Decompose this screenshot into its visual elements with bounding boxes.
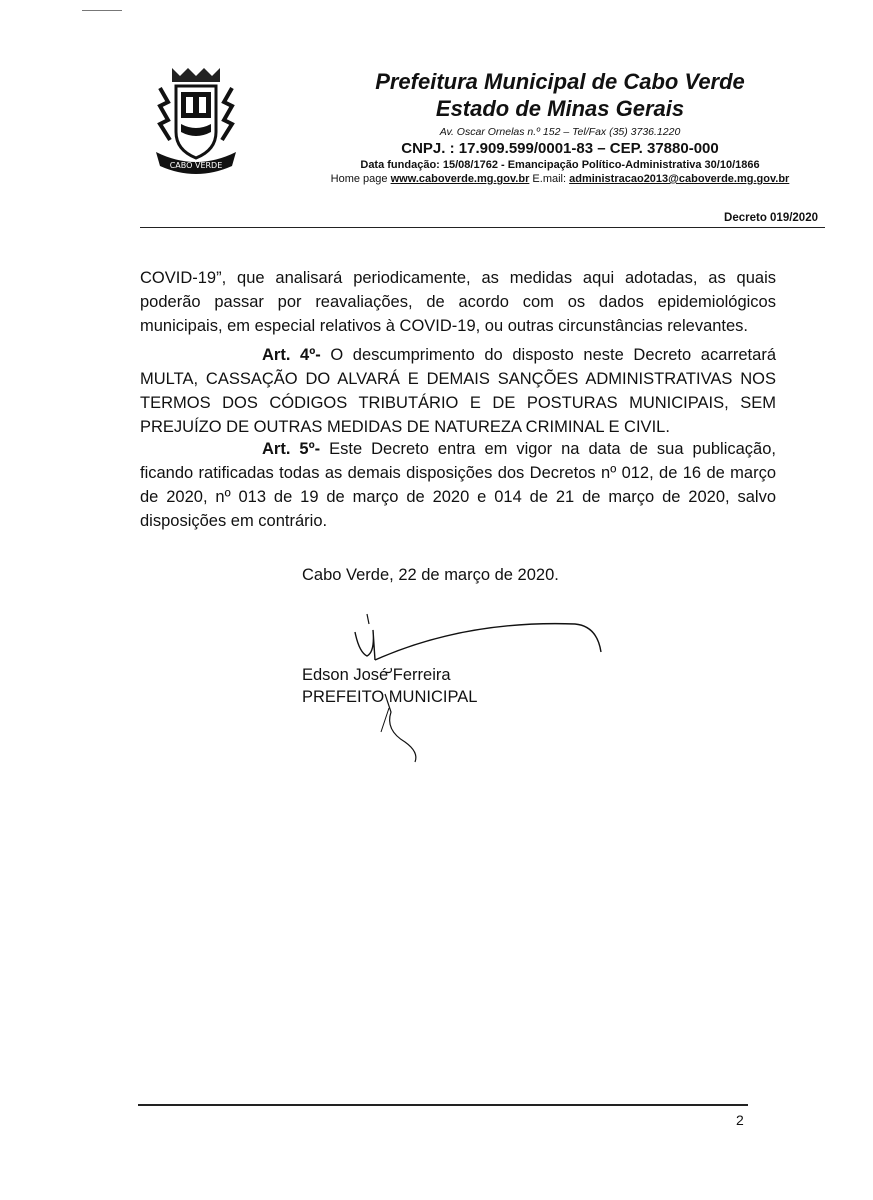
svg-text:CABO VERDE: CABO VERDE bbox=[169, 161, 223, 170]
signatory-block bbox=[302, 664, 477, 708]
letterhead-foundation: Data fundação: 15/08/1762 - Emancipação Político-Administrativa 30/10/1866 bbox=[360, 159, 760, 171]
place-date: Cabo Verde, 22 de março de 2020. bbox=[302, 566, 559, 584]
letterhead-cnpj: CNPJ. : 17.909.599/0001-83 – CEP. 37880-000 bbox=[401, 140, 719, 157]
article-5-label: Art. 5º- bbox=[262, 440, 321, 458]
scan-mark bbox=[82, 10, 122, 11]
letterhead-address: Av. Oscar Ornelas n.º 152 – Tel/Fax (35) 3736.1220 bbox=[439, 126, 681, 138]
email-link[interactable]: administracao2013@caboverde.mg.gov.br bbox=[569, 173, 790, 185]
signatory-name: Edson José Ferreira bbox=[302, 666, 451, 684]
article-5-text: Este Decreto entra em vigor na data de sua publicação, ficando ratificadas todas as demais disposições dos Decretos nº 012, de 16 de março de 2020, nº 013 de 19 de março de 2020 e 014 de 21 de março de 2020, salvo disposições em contrário. bbox=[140, 440, 776, 530]
page-number: 2 bbox=[736, 1112, 744, 1128]
decree-number: Decreto 019/2020 bbox=[724, 212, 818, 224]
article-4-label: Art. 4º- bbox=[262, 346, 321, 364]
signatory-role: PREFEITO MUNICIPAL bbox=[302, 688, 478, 706]
email-label: E.mail: bbox=[532, 173, 567, 185]
letterhead-subtitle: Estado de Minas Gerais bbox=[435, 96, 685, 121]
municipal-crest-logo bbox=[150, 62, 242, 182]
homepage-link[interactable]: www.caboverde.mg.gov.br bbox=[390, 173, 530, 185]
footer-rule bbox=[138, 1104, 748, 1106]
paragraph-continuation: COVID-19”, que analisará periodicamente, as medidas aqui adotadas, as quais poderão passar por reavaliações, de acordo com os dados epidemiológicos municipais, em especial relativos à COVID-19, ou outras circunstâncias relevantes. bbox=[140, 269, 776, 335]
header-rule bbox=[140, 227, 825, 228]
letterhead-title: Prefeitura Municipal de Cabo Verde bbox=[375, 69, 745, 94]
article-4-text: O descumprimento do disposto neste Decreto acarretará MULTA, CASSAÇÃO DO ALVARÁ E DEMAIS SANÇÕES ADMINISTRATIVAS NOS TERMOS DOS CÓDIGOS TRIBUTÁRIO E DE POSTURAS MUNICIPAIS, SEM PREJUÍZO DE OUTRAS MEDIDAS DE NATUREZA CRIMINAL E CIVIL. bbox=[140, 346, 776, 436]
letterhead bbox=[280, 68, 840, 186]
article-4 bbox=[140, 343, 776, 439]
article-5 bbox=[140, 437, 776, 533]
homepage-label: Home page bbox=[330, 173, 388, 185]
letterhead-contacts bbox=[280, 172, 840, 186]
